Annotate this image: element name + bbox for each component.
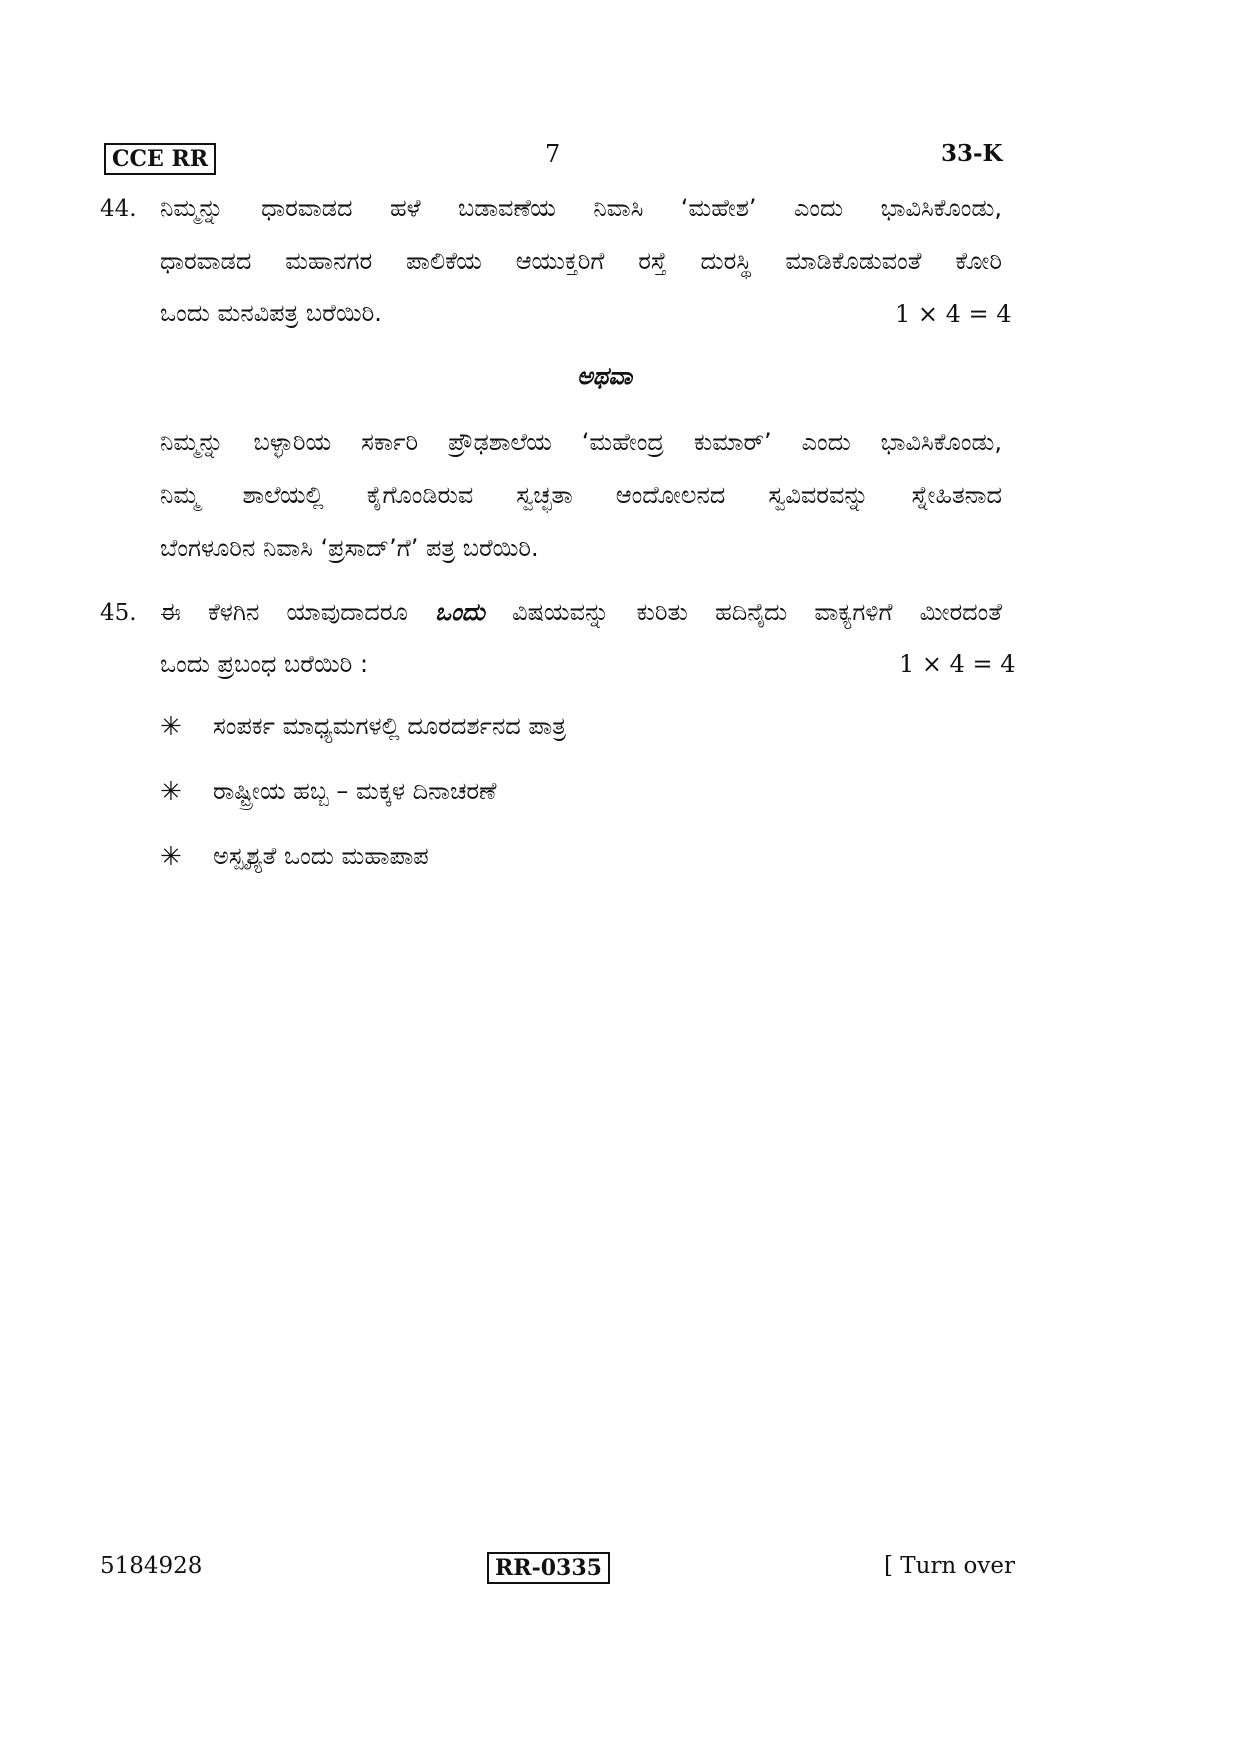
or-label: ಅಥವಾ [577,362,633,390]
essay-topic-3: ಅಸ್ಪೃಶ್ಯತೆ ಒಂದು ಮಹಾಪಾಪ [213,842,429,870]
question-44-line-1: ನಿಮ್ಮನ್ನು ಧಾರವಾಡದ ಹಳೆ ಬಡಾವಣೆಯ ನಿವಾಸಿ ‘ಮಹೇಶ’ ಎಂದು ಭಾವಿಸಿಕೊಂಡು, [160,194,1002,222]
question-44-alt-line-2: ನಿಮ್ಮ ಶಾಲೆಯಲ್ಲಿ ಕೈಗೊಂಡಿರುವ ಸ್ವಚ್ಛತಾ ಆಂದೋಲನದ ಸ್ವವಿವರವನ್ನು ಸ್ನೇಹಿತನಾದ [160,481,1002,509]
question-45-line-2: ಒಂದು ಪ್ರಬಂಧ ಬರೆಯಿರಿ : [160,650,369,678]
question-44-alt-line-3: ಬೆಂಗಳೂರಿನ ನಿವಾಸಿ ‘ಪ್ರಸಾದ್’ಗೆ’ ಪತ್ರ ಬರೆಯಿರಿ. [160,534,539,562]
question-45-line-1-emphasis: ಒಂದು [434,598,485,626]
paper-code-bottom: RR-0335 [487,1552,610,1584]
paper-code-left: CCE RR [104,143,216,175]
paper-code-right: 33-K [941,140,1003,167]
question-45-line-1-post: ವಿಷಯವನ್ನು ಕುರಿತು ಹದಿನೈದು ವಾಕ್ಯಗಳಿಗೆ ಮೀರದಂತೆ [484,598,1002,626]
serial-number: 5184928 [100,1553,203,1579]
page-number: 7 [545,140,561,168]
essay-topic-1: ಸಂಪರ್ಕ ಮಾಧ್ಯಮಗಳಲ್ಲಿ ದೂರದರ್ಶನದ ಪಾತ್ರ [213,712,567,740]
question-44-marks: 1 × 4 = 4 [895,300,1012,328]
bullet-asterisk-icon: ✳ [160,712,182,742]
question-45-line-1 [160,598,1002,626]
question-44-alt-line-1: ನಿಮ್ಮನ್ನು ಬಳ್ಳಾರಿಯ ಸರ್ಕಾರಿ ಪ್ರೌಢಶಾಲೆಯ ‘ಮಹೇಂದ್ರ ಕುಮಾರ್’ ಎಂದು ಭಾವಿಸಿಕೊಂಡು, [160,428,1002,456]
question-45-marks: 1 × 4 = 4 [899,650,1016,678]
question-44-line-3: ಒಂದು ಮನವಿಪತ್ರ ಬರೆಯಿರಿ. [160,299,382,327]
essay-topic-2: ರಾಷ್ಟ್ರೀಯ ಹಬ್ಬ – ಮಕ್ಕಳ ದಿನಾಚರಣೆ [213,777,497,805]
bullet-asterisk-icon: ✳ [160,777,182,807]
question-44-number: 44. [100,196,137,222]
question-45-line-1-pre: ಈ ಕೆಳಗಿನ ಯಾವುದಾದರೂ [160,598,435,626]
bullet-asterisk-icon: ✳ [160,842,182,872]
question-45-number: 45. [100,600,137,626]
question-44-line-2: ಧಾರವಾಡದ ಮಹಾನಗರ ಪಾಲಿಕೆಯ ಆಯುಕ್ತರಿಗೆ ರಸ್ತೆ ದುರಸ್ಥಿ ಮಾಡಿಕೊಡುವಂತೆ ಕೋರಿ [160,247,1002,275]
turn-over-label: [ Turn over [884,1553,1016,1579]
